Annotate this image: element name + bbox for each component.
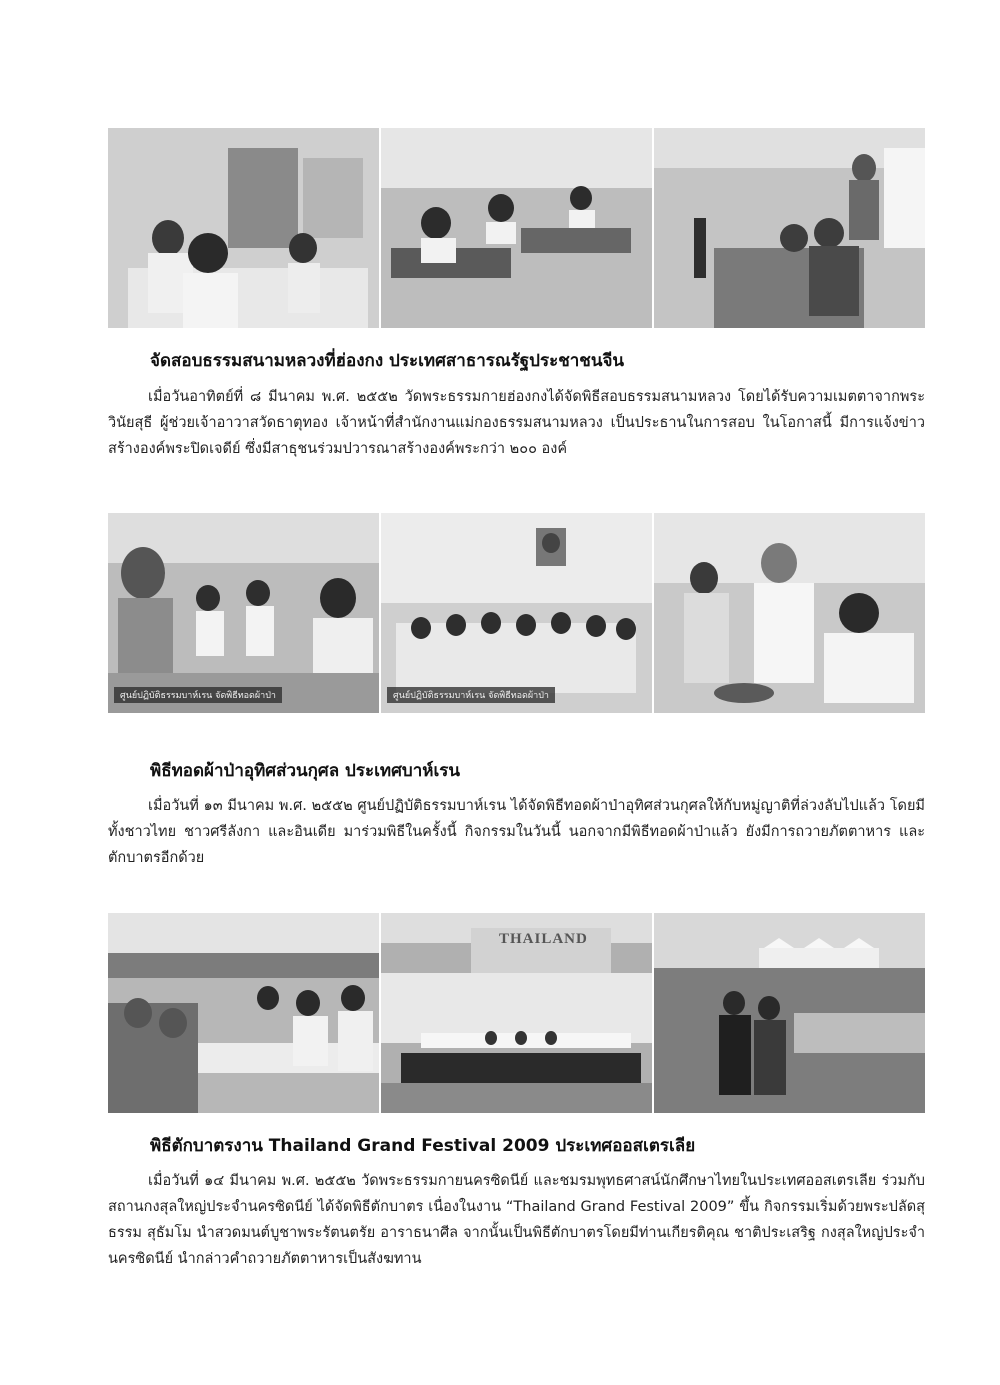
monks-ceremony-photo xyxy=(654,128,925,328)
photo-row-2 xyxy=(108,513,925,713)
group-gathering-photo xyxy=(381,513,652,713)
photo-caption: ศูนย์ปฏิบัติธรรมบาห์เรน จัดพิธีทอดผ้าป่า xyxy=(114,687,282,703)
section-heading-bahrain: พิธีทอดผ้าป่าอุทิศส่วนกุศล ประเทศบาห์เรน xyxy=(150,761,461,781)
photo-row-1 xyxy=(108,128,925,328)
section-body-bahrain-text: เมื่อวันที่ ๑๓ มีนาคม พ.ศ. ๒๕๕๒ ศูนย์ปฏิบัติธรรมบาห์เรน ได้จัดพิธีทอดผ้าป่าอุทิศส่วนกุศลให้กับหมู่ญาติที่ล่วงลับไปแล้ว โดยมีทั้งชาวไทย ชาวศรีลังกา และอินเดีย มาร่วมพิธีในครั้งนี้ กิจกรรมในวันนี้ นอกจากมีพิธีทอดผ้าป่าแล้ว ยังมีการถวายภัตตาหาร และตักบาตรอีกด้วย xyxy=(108,798,925,866)
section-body-australia xyxy=(108,1168,925,1272)
photo-row-3 xyxy=(108,913,925,1113)
section-body-australia-text: เมื่อวันที่ ๑๔ มีนาคม พ.ศ. ๒๕๕๒ วัดพระธรรมกายนครซิดนีย์ และชมรมพุทธศาสน์นักศึกษาไทยในประเทศออสเตรเลีย ร่วมกับสถานกงสุลใหญ่ประจำนครซิดนีย์ ได้จัดพิธีตักบาตร เนื่องในงาน “Thailand Grand Festival 2009” ขึ้น กิจกรรมเริ่มด้วยพระปลัดสุธรรม สุธัมโม นำสวดมนต์บูชาพระรัตนตรัย อาราธนาศีล จากนั้นเป็นพิธีตักบาตรโดยมีท่านเกียรติคุณ ชาติประเสริฐ กงสุลใหญ่ประจำนครซิดนีย์ นำกล่าวคำถวายภัตตาหารเป็นสังฆทาน xyxy=(108,1173,925,1267)
section-body-bahrain xyxy=(108,793,925,871)
exam-desks-photo xyxy=(381,128,652,328)
section-heading-australia: พิธีตักบาตรงาน Thailand Grand Festival 2009 ประเทศออสเตรเลีย xyxy=(150,1136,696,1156)
thailand-banner-text: THAILAND xyxy=(499,931,588,947)
section-heading-hongkong: จัดสอบธรรมสนามหลวงที่ฮ่องกง ประเทศสาธารณรัฐประชาชนจีน xyxy=(150,351,625,371)
exam-room-photo xyxy=(108,128,379,328)
alms-giving-photo xyxy=(108,913,379,1113)
section-body-hongkong xyxy=(108,384,925,462)
festival-crowd-photo xyxy=(654,913,925,1113)
section-body-hongkong-text: เมื่อวันอาทิตย์ที่ ๘ มีนาคม พ.ศ. ๒๕๕๒ วัดพระธรรมกายฮ่องกงได้จัดพิธีสอบธรรมสนามหลวง โดยได้รับความเมตตาจากพระวินัยสุธี ผู้ช่วยเจ้าอาวาสวัดธาตุทอง เจ้าหน้าที่สำนักงานแม่กองธรรมสนามหลวง เป็นประธานในการสอบ ในโอกาสนี้ มีการแจ้งข่าวสร้างองค์พระปิดเจดีย์ ซึ่งมีสาธุชนร่วมปวารณาสร้างองค์พระกว่า ๒๐๐ องค์ xyxy=(108,389,925,457)
monk-offering-photo xyxy=(108,513,379,713)
photo-caption: ศูนย์ปฏิบัติธรรมบาห์เรน จัดพิธีทอดผ้าป่า xyxy=(387,687,555,703)
festival-stage-photo xyxy=(381,913,652,1113)
offering-ritual-photo xyxy=(654,513,925,713)
